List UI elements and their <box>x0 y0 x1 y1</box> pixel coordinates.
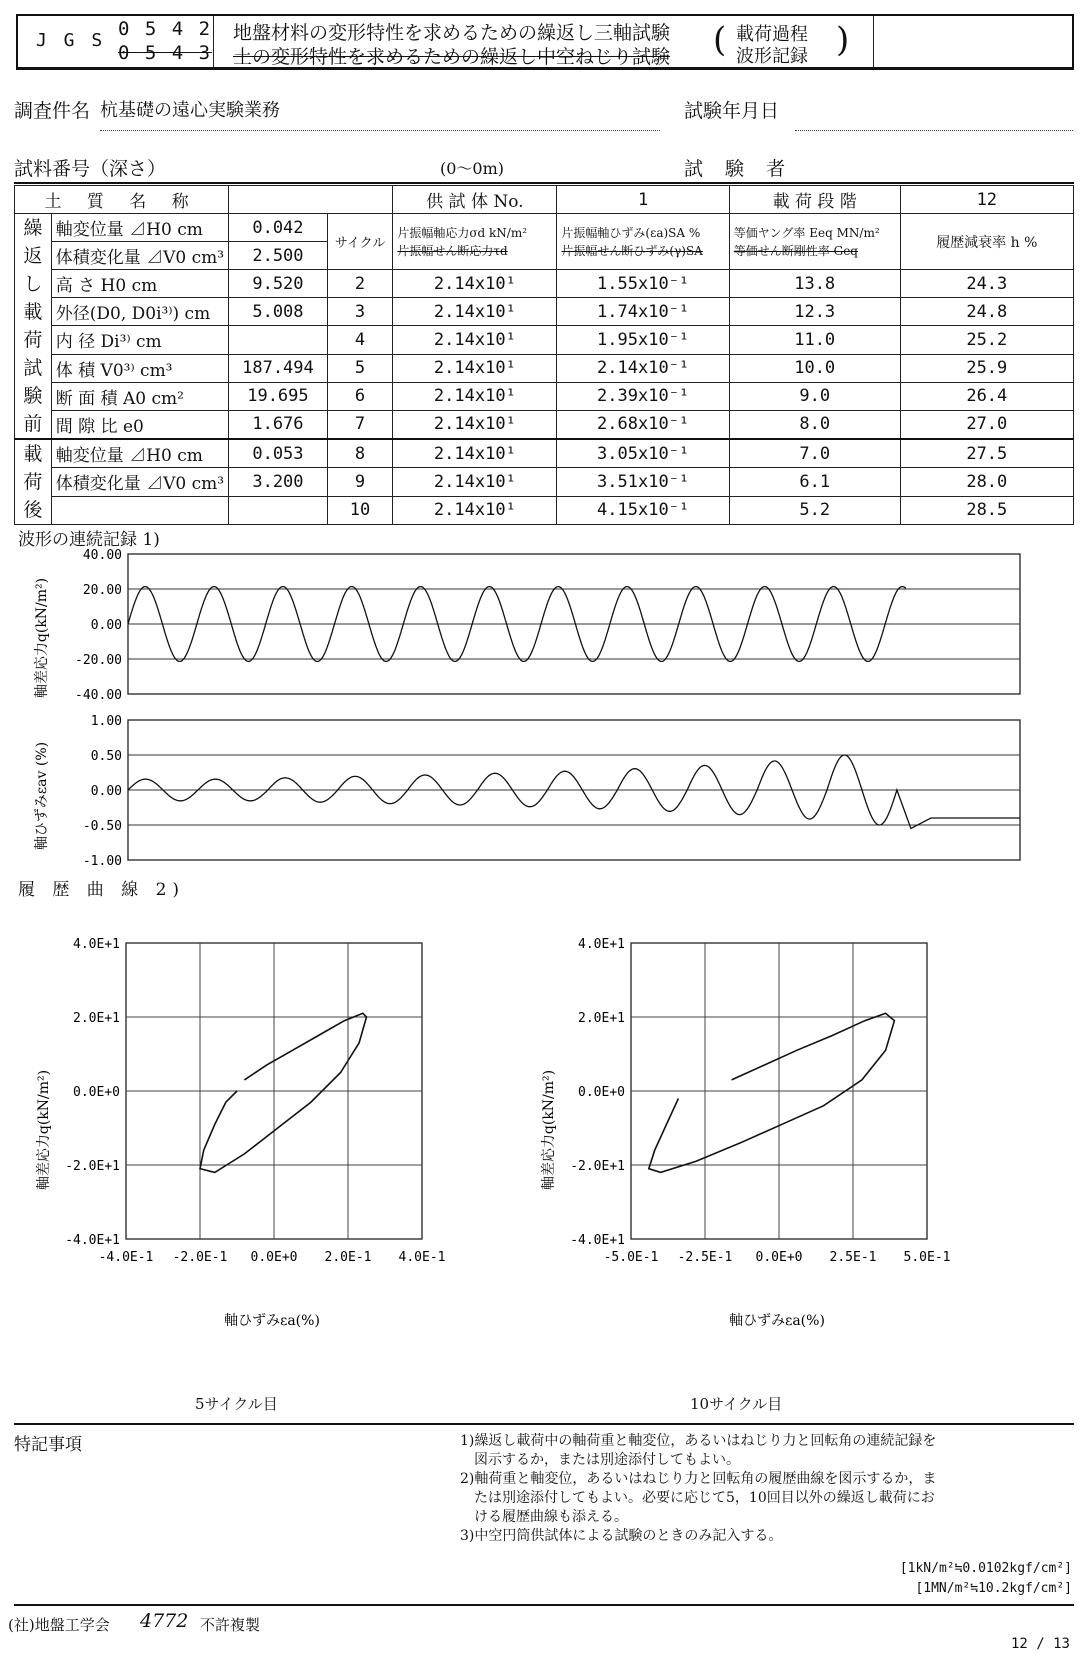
table-cell: 6.1 <box>729 468 900 496</box>
hysteresis-chart-10 <box>525 925 1025 1345</box>
col-strain: 片振幅軸ひずみ(εa)SA % 片振幅せん断ひずみ(γ)SA <box>557 214 729 270</box>
h5-ylabel: 軸差応力q(kN/m²) <box>36 1069 52 1191</box>
prop-label: 外径(D0, D0i³⁾) cm <box>51 298 228 326</box>
y-tick-label: 0.0E+0 <box>73 1085 120 1100</box>
conversion-1: [1kN/m²≒0.0102kgf/cm²] <box>899 1561 1072 1576</box>
sample-label: 試料番号（深さ） <box>14 158 167 180</box>
h10-title: 10サイクル目 <box>690 1395 783 1413</box>
y-tick-label: -40.00 <box>75 688 122 703</box>
before-char: 繰 <box>23 217 43 239</box>
case-value: 杭基礎の遠心実験業務 <box>100 96 660 131</box>
before-char: 荷 <box>23 329 43 351</box>
strain-wave-ylabel: 軸ひずみεav (%) <box>34 741 50 851</box>
col-young: 等価ヤング率 Eeq MN/m² 等価せん断剛性率 Geq <box>729 214 900 270</box>
title-top: 地盤材料の変形特性を求めるための繰返し三軸試験 <box>233 22 671 44</box>
jgs-label: J G S <box>36 30 106 51</box>
test-table <box>14 185 1074 525</box>
table-cell: 3.51x10⁻¹ <box>557 468 729 496</box>
after-char: 載 <box>23 443 43 465</box>
prop-label: 軸変位量 ⊿H0 cm <box>51 214 228 242</box>
col-damping: 履歴減衰率 h % <box>900 214 1073 270</box>
y-tick-label: -4.0E+1 <box>570 1233 625 1248</box>
table-cell: 6 <box>327 382 393 410</box>
table-cell: 2.14x10¹ <box>393 326 557 354</box>
divider <box>14 182 1074 184</box>
h10-loop <box>649 1013 895 1172</box>
after-char: 荷 <box>23 471 43 493</box>
strain-wave-chart <box>20 712 1030 872</box>
y-tick-label: 4.0E+1 <box>73 937 120 952</box>
table-cell: 2.14x10¹ <box>393 382 557 410</box>
title-bottom: 土の変形特性を求めるための繰返し中空ねじり試験 <box>233 46 671 68</box>
x-tick-label: 4.0E-1 <box>398 1250 446 1265</box>
prop-label: 高 さ H0 cm <box>51 270 228 298</box>
remarks-label: 特記事項 <box>14 1435 82 1455</box>
y-tick-label: -20.00 <box>75 653 122 668</box>
table-cell: 28.0 <box>900 468 1073 496</box>
x-tick-label: 5.0E-1 <box>903 1250 951 1265</box>
table-cell: 2.14x10¹ <box>393 468 557 496</box>
prop-label: 体積変化量 ⊿V0 cm³ <box>51 242 228 270</box>
remarks-notes <box>460 1432 936 1546</box>
table-cell: 24.8 <box>900 298 1073 326</box>
case-label: 調査件名 <box>14 100 91 122</box>
prop-value: 19.695 <box>229 382 328 410</box>
y-tick-label: -1.00 <box>82 854 122 869</box>
note-line: 1)繰返し載荷中の軸荷重と軸変位，あるいはねじり力と回転角の連続記録を <box>460 1433 937 1449</box>
prop-label: 体積変化量 ⊿V0 cm³ <box>51 468 228 496</box>
paren-right: ) <box>836 20 850 60</box>
y-tick-label: -2.0E+1 <box>65 1159 120 1174</box>
after-section <box>15 439 52 525</box>
cycle-header: サイクル <box>327 214 393 270</box>
before-section <box>15 214 52 440</box>
prop-label: 体 積 V0³⁾ cm³ <box>51 354 228 382</box>
x-tick-label: -2.0E-1 <box>172 1250 228 1265</box>
x-tick-label: -5.0E-1 <box>603 1250 659 1265</box>
prop-value: 187.494 <box>229 354 328 382</box>
hysteresis-label: 履 歴 曲 線 2) <box>18 880 186 900</box>
y-tick-label: 0.50 <box>90 749 122 764</box>
date-label: 試験年月日 <box>684 100 780 122</box>
table-cell: 24.3 <box>900 270 1073 298</box>
h5-xlabel: 軸ひずみεa(%) <box>224 1313 320 1329</box>
table-cell: 9.0 <box>729 382 900 410</box>
prop-value: 1.676 <box>229 410 328 439</box>
y-tick-label: -0.50 <box>82 819 122 834</box>
y-tick-label: 20.00 <box>82 583 122 598</box>
table-cell: 2 <box>327 270 393 298</box>
tester-label: 試 験 者 <box>684 158 794 180</box>
table-cell: 1.95x10⁻¹ <box>557 326 729 354</box>
x-tick-label: -4.0E-1 <box>98 1250 154 1265</box>
table-cell: 10.0 <box>729 354 900 382</box>
page-number: 12 / 13 <box>1010 1636 1070 1652</box>
stage-no: 12 <box>900 186 1073 214</box>
soil-label: 土 質 名 称 <box>15 186 229 214</box>
table-cell: 2.68x10⁻¹ <box>557 410 729 439</box>
h5-loop <box>200 1013 367 1172</box>
specimen-no: 1 <box>557 186 729 214</box>
note-line: 3)中空円筒供試体による試験のときのみ記入する。 <box>460 1528 783 1544</box>
prop-label: 内 径 Di³⁾ cm <box>51 326 228 354</box>
code-top: 0 5 4 2 <box>118 18 213 40</box>
kind-top: 載荷過程 <box>736 24 808 45</box>
table-cell: 5 <box>327 354 393 382</box>
before-char: 載 <box>23 301 43 323</box>
table-cell: 2.14x10¹ <box>393 410 557 439</box>
strain-wave-line <box>128 755 1020 829</box>
y-tick-label: 0.00 <box>90 618 122 633</box>
table-cell: 7 <box>327 410 393 439</box>
x-tick-label: 2.5E-1 <box>829 1250 877 1265</box>
table-cell: 2.14x10¹ <box>393 270 557 298</box>
table-cell: 3.05x10⁻¹ <box>557 439 729 468</box>
specimen-label: 供 試 体 No. <box>393 186 557 214</box>
table-cell: 10 <box>327 496 393 524</box>
table-cell: 2.14x10¹ <box>393 354 557 382</box>
note-line: 図示するか，または別途添付してもよい。 <box>460 1452 740 1468</box>
y-tick-label: 0.00 <box>90 784 122 799</box>
table-cell: 1.55x10⁻¹ <box>557 270 729 298</box>
hysteresis-chart-5 <box>20 925 520 1345</box>
table-cell: 5.2 <box>729 496 900 524</box>
x-tick-label: 0.0E+0 <box>250 1250 298 1265</box>
table-cell: 3 <box>327 298 393 326</box>
y-tick-label: 0.0E+0 <box>578 1085 625 1100</box>
conversion-2: [1MN/m²≒10.2kgf/cm²] <box>915 1581 1072 1596</box>
copy-notice: 不許複製 <box>200 1616 261 1634</box>
table-cell: 26.4 <box>900 382 1073 410</box>
before-char: 験 <box>23 385 43 407</box>
footer-divider <box>14 1604 1074 1606</box>
y-tick-label: 40.00 <box>82 548 122 563</box>
table-cell: 27.5 <box>900 439 1073 468</box>
prop-label: 断 面 積 A0 cm² <box>51 382 228 410</box>
prop-label: 間 隙 比 e0 <box>51 410 228 439</box>
date-value <box>795 96 1073 131</box>
form-header <box>16 14 1074 70</box>
before-char: 返 <box>23 245 43 267</box>
table-cell: 28.5 <box>900 496 1073 524</box>
table-cell: 25.2 <box>900 326 1073 354</box>
stress-wave-ylabel: 軸差応力q(kN/m²) <box>34 577 50 699</box>
soil-value <box>229 186 393 214</box>
h10-xlabel: 軸ひずみεa(%) <box>729 1313 825 1329</box>
prop-value: 9.520 <box>229 270 328 298</box>
prop-label: 軸変位量 ⊿H0 cm <box>51 439 228 468</box>
table-cell: 27.0 <box>900 410 1073 439</box>
prop-value: 2.500 <box>229 242 328 270</box>
remarks-divider <box>14 1423 1074 1425</box>
col-stress: 片振幅軸応力σd kN/m² 片振幅せん断応力τd <box>393 214 557 270</box>
prop-value: 5.008 <box>229 298 328 326</box>
table-cell: 4.15x10⁻¹ <box>557 496 729 524</box>
table-cell: 8 <box>327 439 393 468</box>
table-cell: 8.0 <box>729 410 900 439</box>
wave-label: 波形の連続記録 1) <box>18 530 160 550</box>
stage-label: 載 荷 段 階 <box>729 186 900 214</box>
y-tick-label: 2.0E+1 <box>73 1011 120 1026</box>
note-line: 2)軸荷重と軸変位，あるいはねじり力と回転角の履歴曲線を図示するか，ま <box>460 1471 937 1487</box>
prop-value: 3.200 <box>229 468 328 496</box>
note-line: ける履歴曲線も添える。 <box>460 1509 628 1525</box>
x-tick-label: 2.0E-1 <box>324 1250 372 1265</box>
stress-wave-chart <box>20 546 1030 706</box>
table-cell: 13.8 <box>729 270 900 298</box>
form-number: 4772 <box>140 1610 189 1632</box>
table-cell: 2.14x10¹ <box>393 298 557 326</box>
table-cell: 9 <box>327 468 393 496</box>
table-cell: 11.0 <box>729 326 900 354</box>
y-tick-label: -2.0E+1 <box>570 1159 625 1174</box>
table-cell: 7.0 <box>729 439 900 468</box>
prop-value <box>229 496 328 524</box>
depth-value: (0〜0m) <box>440 159 505 178</box>
table-cell: 1.74x10⁻¹ <box>557 298 729 326</box>
note-line: たは別途添付してもよい。必要に応じて5，10回目以外の繰返し載荷にお <box>460 1490 935 1506</box>
h10-ylabel: 軸差応力q(kN/m²) <box>541 1069 557 1191</box>
before-char: し <box>23 273 43 295</box>
table-cell: 2.14x10⁻¹ <box>557 354 729 382</box>
h5-title: 5サイクル目 <box>195 1395 278 1413</box>
paren-left: ( <box>713 20 727 60</box>
table-cell: 4 <box>327 326 393 354</box>
before-char: 前 <box>23 413 43 435</box>
prop-label <box>51 496 228 524</box>
y-tick-label: 1.00 <box>90 714 122 729</box>
y-tick-label: 4.0E+1 <box>578 937 625 952</box>
prop-value: 0.042 <box>229 214 328 242</box>
table-cell: 25.9 <box>900 354 1073 382</box>
table-cell: 12.3 <box>729 298 900 326</box>
table-cell: 2.14x10¹ <box>393 439 557 468</box>
prop-value <box>229 326 328 354</box>
prop-value: 0.053 <box>229 439 328 468</box>
y-tick-label: 2.0E+1 <box>578 1011 625 1026</box>
x-tick-label: -2.5E-1 <box>677 1250 733 1265</box>
code-bottom: 0 5 4 3 <box>118 42 213 64</box>
table-cell: 2.39x10⁻¹ <box>557 382 729 410</box>
y-tick-label: -4.0E+1 <box>65 1233 120 1248</box>
publisher: (社)地盤工学会 <box>8 1616 110 1634</box>
after-char: 後 <box>23 499 43 521</box>
table-cell: 2.14x10¹ <box>393 496 557 524</box>
kind-bottom: 波形記録 <box>736 46 808 67</box>
x-tick-label: 0.0E+0 <box>755 1250 803 1265</box>
before-char: 試 <box>23 357 43 379</box>
